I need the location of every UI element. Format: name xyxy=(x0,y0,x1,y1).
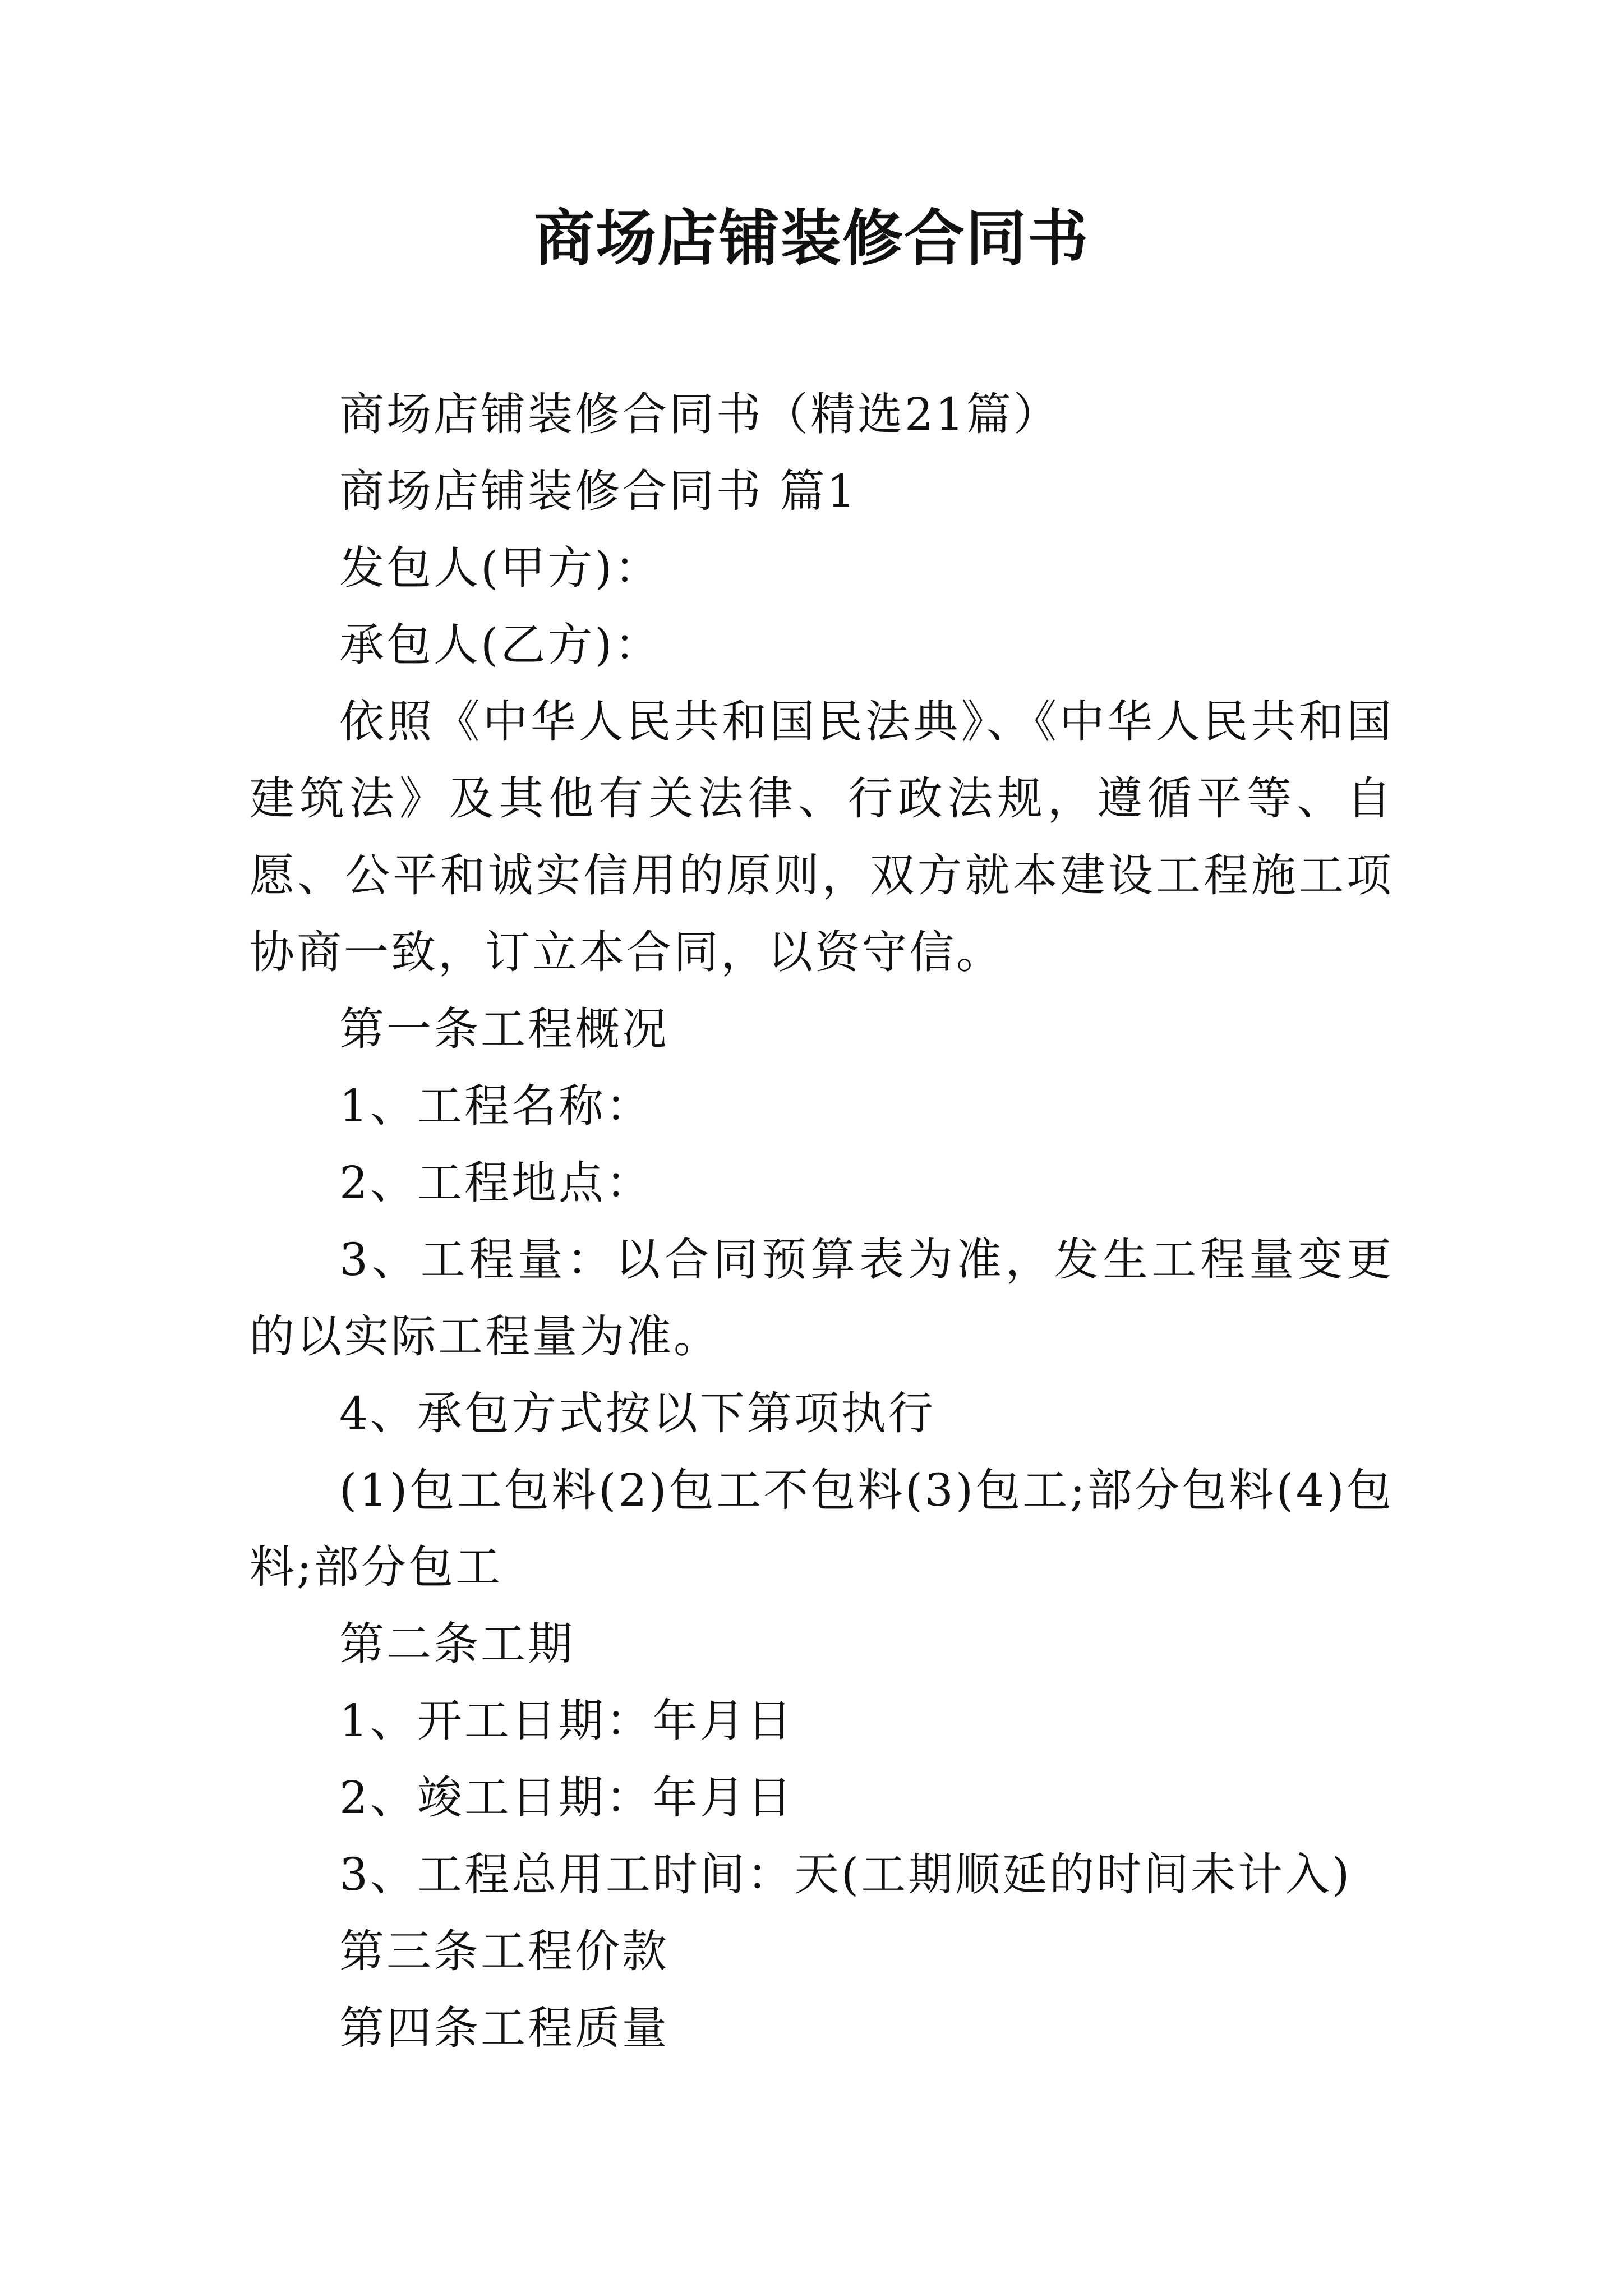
article-4-heading: 第四条工程质量 xyxy=(339,2002,669,2054)
article-1-heading: 第一条工程概况 xyxy=(339,1003,669,1055)
project-quantity-paragraph: 3、工程量：以合同预算表为准，发生工程量变更的以实际工程量为准。 xyxy=(250,1234,1394,1363)
party-b-line: 承包人(乙方)： xyxy=(339,619,662,671)
project-name-line: 1、工程名称： xyxy=(339,1080,653,1132)
project-location-line: 2、工程地点： xyxy=(339,1157,653,1209)
start-date-line: 1、开工日期：年月日 xyxy=(339,1695,794,1747)
contract-method-line: 4、承包方式按以下第项执行 xyxy=(339,1387,935,1439)
article-2-heading: 第二条工期 xyxy=(339,1618,575,1670)
section-heading-part-1: 商场店铺装修合同书 篇1 xyxy=(339,465,858,517)
total-duration-line: 3、工程总用工时间：天(工期顺延的时间未计入) xyxy=(339,1848,1352,1901)
completion-date-line: 2、竣工日期：年月日 xyxy=(339,1772,794,1824)
party-a-line: 发包人(甲方)： xyxy=(339,542,662,594)
doc-subtitle: 商场店铺装修合同书（精选21篇） xyxy=(339,388,1061,440)
contract-method-options: (1)包工包料(2)包工不包料(3)包工;部分包料(4)包料;部分包工 xyxy=(250,1464,1394,1593)
article-3-heading: 第三条工程价款 xyxy=(339,1925,669,1977)
document-title: 商场店铺装修合同书 xyxy=(533,203,1089,274)
preamble-paragraph: 依照《中华人民共和国民法典》、《中华人民共和国建筑法》及其他有关法律、行政法规，遵循平等、自愿、公平和诚实信用的原则，双方就本建设工程施工项协商一致，订立本合同，以资守信。 xyxy=(250,696,1394,978)
document-body xyxy=(250,376,1394,2067)
